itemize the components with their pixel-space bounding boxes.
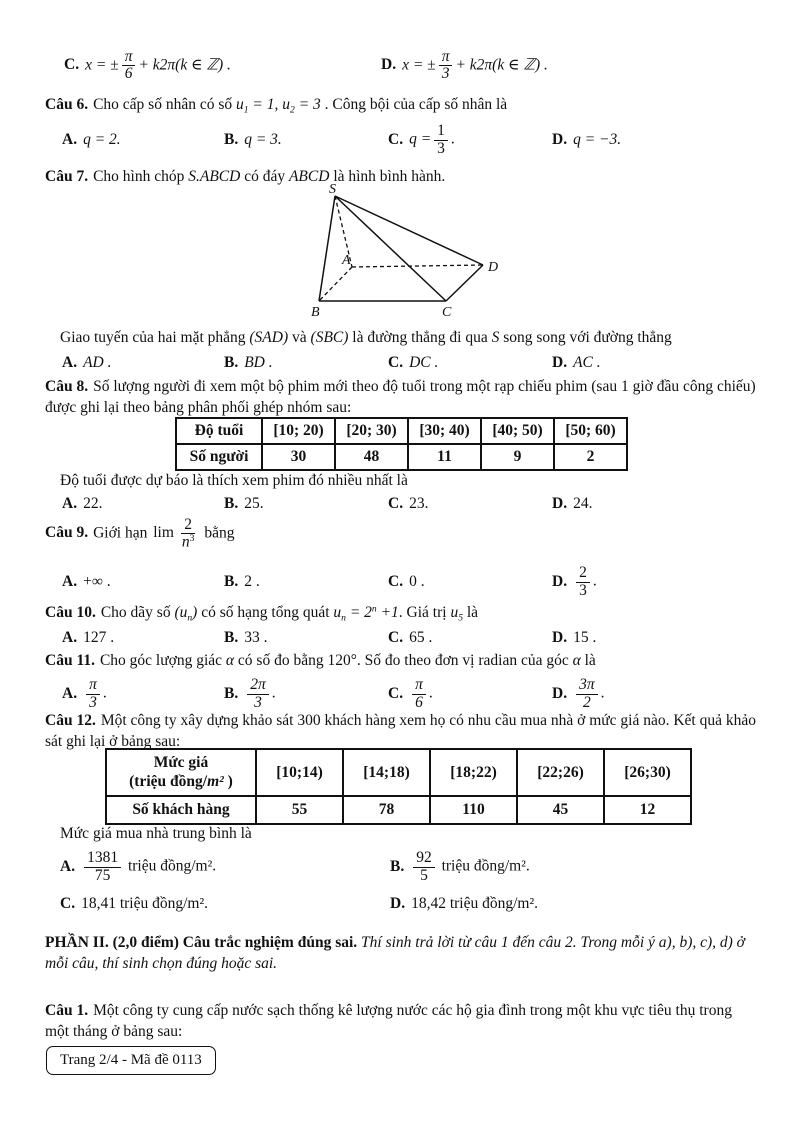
table-cell: 55 <box>256 796 343 824</box>
option-c: C. 18,41 triệu đồng/m². <box>60 895 208 912</box>
question-7-stem: Câu 7. Cho hình chóp S.ABCD có đáy ABCD là hình bình hành. <box>45 168 446 185</box>
limit-symbol: lim <box>153 524 174 542</box>
question-10-options <box>62 627 756 648</box>
table-cell: Độ tuổi <box>176 418 262 444</box>
part-2-title: PHẦN II. (2,0 điểm) Câu trắc nghiệm đúng sai. <box>45 934 358 951</box>
question-12-stem: Câu 12. Một công ty xây dựng khảo sát 300 khách hàng xem họ có nhu cầu mua nhà ở mức giá nào. Kết quả khảo sát ghi lại ở bảng sau: <box>45 712 756 751</box>
vertex-label-B: B <box>311 305 320 320</box>
option-c: C. DC . <box>388 354 439 371</box>
option-b: B. 25. <box>224 495 264 512</box>
option-c: C. $\frac{\pi}{6}$ . <box>388 676 433 711</box>
table-cell: [20; 30) <box>335 418 408 444</box>
fraction: $\frac{2}{3}$ <box>576 565 590 599</box>
part-2-instructions: Thí sinh trả lời từ câu 1 đến câu 2. Trong mỗi ý a), b), c), d) ở mỗi câu, thí sinh chọn đúng hoặc sai. <box>45 934 745 973</box>
table-header-cell: Mức giá (triệu đồng/m² ) <box>106 749 256 796</box>
math-u5: $u_5$ <box>450 604 463 624</box>
edge-AD-dashed <box>352 265 483 267</box>
question-label: Câu 10. <box>45 604 96 621</box>
question-label: Câu 7. <box>45 168 89 185</box>
option-a: A. q = 2. <box>62 131 121 149</box>
table-cell: [22;26) <box>517 749 604 796</box>
vertex-label-C: C <box>442 305 452 320</box>
question-12-subtext: Mức giá mua nhà trung bình là <box>60 825 252 842</box>
pyramid-figure <box>300 184 510 322</box>
fraction: $\frac{\pi}{6}$ <box>412 677 426 711</box>
table-cell: [14;18) <box>343 749 430 796</box>
option-a: A. 127 . <box>62 629 115 646</box>
option-label: D. <box>381 56 397 74</box>
question-label: Câu 1. <box>45 1002 89 1019</box>
option-c: C. q = $\frac{1}{3}$ . <box>388 122 455 157</box>
option-c: C. 65 . <box>388 629 433 646</box>
table-cell: 45 <box>517 796 604 824</box>
option-d: D. 18,42 triệu đồng/m². <box>390 895 538 912</box>
fraction: $\frac{1}{3}$ <box>434 123 448 157</box>
fraction: $\frac{\pi}{3}$ <box>86 677 100 711</box>
option-a: A. $\frac{\pi}{3}$ . <box>62 676 107 711</box>
math-u1-u2: $u_1 = 1$, $u_2 = 3$ <box>236 96 321 116</box>
vertex-label-A: A <box>342 253 351 268</box>
question-12-options-cd <box>60 893 756 914</box>
table-cell: 12 <box>604 796 691 824</box>
table-cell: 110 <box>430 796 517 824</box>
question-label: Câu 6. <box>45 96 89 113</box>
option-math: + k2π(k ∈ ℤ) . <box>138 56 231 74</box>
table-cell: [10; 20) <box>262 418 335 444</box>
option-c: C. 23. <box>388 495 429 512</box>
option-b: B. 33 . <box>224 629 268 646</box>
table-cell: 9 <box>481 444 554 470</box>
option-label: C. <box>64 56 80 74</box>
edge-SB <box>319 196 335 301</box>
fraction: $\frac{2\pi}{3}$ <box>247 677 269 711</box>
vertex-label-S: S <box>329 184 336 197</box>
option-math: + k2π(k ∈ ℤ) . <box>455 56 548 74</box>
price-table <box>105 748 692 825</box>
option-a: A. +∞ . <box>62 573 111 591</box>
option-c: C. 0 . <box>388 573 425 591</box>
question-label: Câu 12. <box>45 712 96 729</box>
table-cell: 2 <box>554 444 627 470</box>
question-12-options-ab <box>60 845 756 889</box>
fraction: $\frac{3\pi}{2}$ <box>576 677 598 711</box>
page-footer-badge: Trang 2/4 - Mã đề 0113 <box>46 1046 216 1075</box>
part-2-heading <box>45 932 756 975</box>
table-cell: [30; 40) <box>408 418 481 444</box>
question-6-options <box>62 118 756 162</box>
option-a: A. $\frac{1381}{75}$ triệu đồng/m². <box>60 849 217 884</box>
option-d: D. AC . <box>552 354 601 371</box>
option-math: x = ± <box>402 56 436 74</box>
option-d: D. q = −3. <box>552 131 622 149</box>
option-b: B. 2 . <box>224 573 260 591</box>
table-cell: Số người <box>176 444 262 470</box>
option-b: B. q = 3. <box>224 131 282 149</box>
question-label: Câu 9. <box>45 524 89 542</box>
edge-SD <box>335 196 483 265</box>
vertex-label-D: D <box>488 260 499 275</box>
table-cell: 78 <box>343 796 430 824</box>
question-label: Câu 11. <box>45 652 95 669</box>
table-row <box>176 444 627 470</box>
option-d: D. $\frac{2}{3}$ . <box>552 564 597 599</box>
table-cell: [40; 50) <box>481 418 554 444</box>
option-b: B. BD . <box>224 354 273 371</box>
fraction: $\frac{92}{5}$ <box>413 850 435 884</box>
question-9-options <box>62 560 756 604</box>
fraction: $\frac{\pi}{3}$ <box>439 49 453 83</box>
part2-question-1-stem: Câu 1. Một công ty cung cấp nước sạch thống kê lượng nước các hộ gia đình trong một khu vực tiêu thụ trong một tháng ở bảng sau: <box>45 1002 732 1041</box>
fraction: $\frac{\pi}{6}$ <box>122 49 136 83</box>
option-d: D. 15 . <box>552 629 597 646</box>
question-8-options <box>62 493 756 514</box>
table-row <box>106 796 691 824</box>
table-cell: Số khách hàng <box>106 796 256 824</box>
option-d <box>381 48 756 84</box>
question-5-options <box>64 48 756 84</box>
table-cell: 30 <box>262 444 335 470</box>
table-cell: [18;22) <box>430 749 517 796</box>
option-a: A. AD . <box>62 354 112 371</box>
question-10-stem: Câu 10. Cho dãy số $(u_n)$ có số hạng tổng quát $u_n = 2^n +1$. Giá trị $u_5$ là <box>45 603 479 624</box>
question-8-subtext: Độ tuổi được dự báo là thích xem phim đó nhiều nhất là <box>60 472 408 489</box>
question-7-subtext: Giao tuyến của hai mặt phẳng (SAD) và (SBC) là đường thẳng đi qua S song song với đường thẳng <box>60 329 672 346</box>
question-7-options <box>62 352 756 373</box>
option-math: x = ± <box>85 56 119 74</box>
table-cell: [26;30) <box>604 749 691 796</box>
option-d: D. 24. <box>552 495 593 512</box>
edge-CD <box>446 265 483 301</box>
question-11-stem: Câu 11. Cho góc lượng giác α có số đo bằng 120°. Số đo theo đơn vị radian của góc α là <box>45 652 596 669</box>
math-un-formula: $u_n = 2^n +1$ <box>333 603 399 624</box>
question-9-stem: Câu 9. Giới hạn lim $\frac{2}{n^3}$ bằng <box>45 516 235 551</box>
fraction: $\frac{1381}{75}$ <box>84 850 121 884</box>
table-cell: 11 <box>408 444 481 470</box>
table-cell: [50; 60) <box>554 418 627 444</box>
option-d: D. $\frac{3\pi}{2}$ . <box>552 676 605 711</box>
math-un-seq: $(u_n)$ <box>174 604 198 624</box>
option-b: B. $\frac{2\pi}{3}$ . <box>224 676 276 711</box>
question-label: Câu 8. <box>45 378 89 395</box>
age-table <box>175 417 628 471</box>
question-8-stem: Câu 8. Số lượng người đi xem một bộ phim mới theo độ tuổi trong một rạp chiếu phim (sau 1 giờ đầu công chiếu) được ghi lại theo bảng phân phối ghép nhóm sau: <box>45 378 756 417</box>
edge-SC <box>335 196 446 301</box>
option-c <box>64 48 381 84</box>
option-b: B. $\frac{92}{5}$ triệu đồng/m². <box>390 849 530 884</box>
fraction: $\frac{2}{n^3}$ <box>181 516 195 551</box>
table-row <box>106 749 691 796</box>
table-row <box>176 418 627 444</box>
table-cell: [10;14) <box>256 749 343 796</box>
table-cell: 48 <box>335 444 408 470</box>
option-a: A. 22. <box>62 495 103 512</box>
question-6-stem: Câu 6. Cho cấp số nhân có số $u_1 = 1$, $u_2 = 3$ . Công bội của cấp số nhân là <box>45 96 508 116</box>
